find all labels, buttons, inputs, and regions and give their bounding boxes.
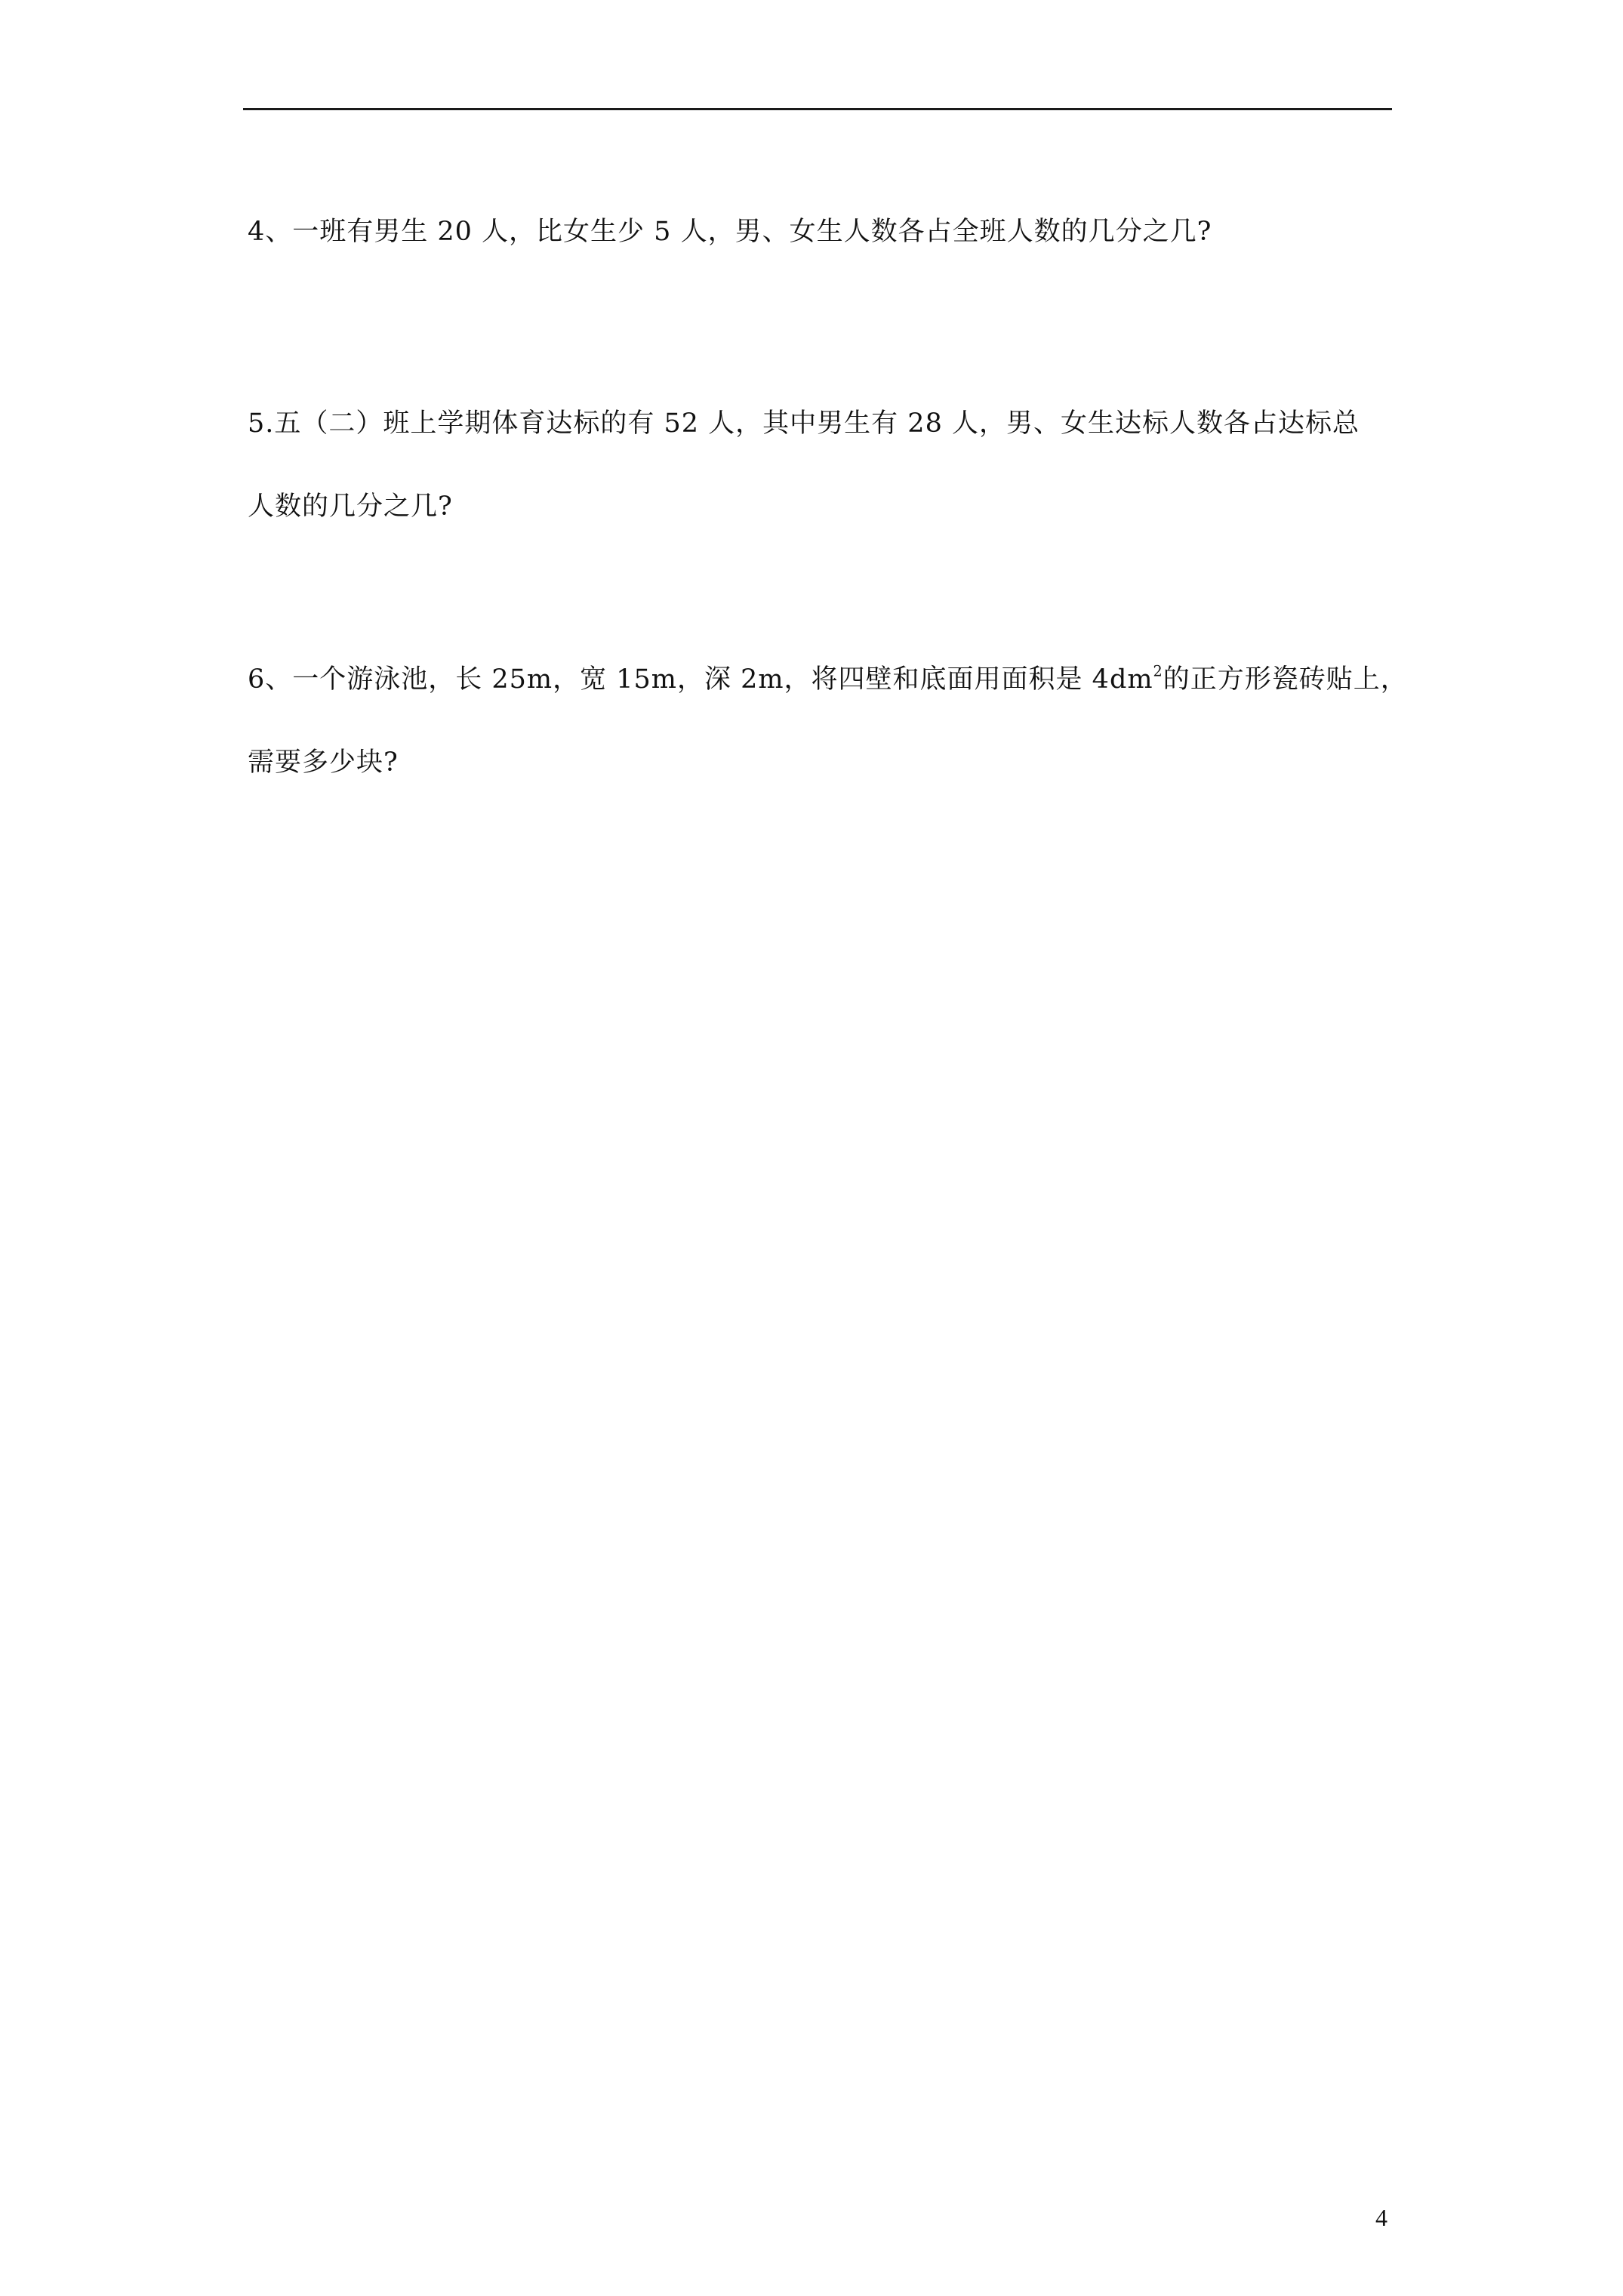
question-6 [248,638,1408,804]
header-rule [243,108,1392,110]
page-number: 4 [1375,2204,1387,2231]
question-6-line-1-text: 6、一个游泳池，长 25m，宽 15m，深 2m，将四壁和底面用面积是 4dm [248,664,1153,695]
question-5 [248,382,1391,548]
question-6-line-2: 需要多少块? [248,747,399,778]
unit-exponent: 2 [1153,662,1163,680]
question-6-line-1 [248,638,1408,721]
question-5-line-2: 人数的几分之几? [248,492,453,522]
question-4-line-1: 4、一班有男生 20 人，比女生少 5 人，男、女生人数各占全班人数的几分之几? [248,217,1212,247]
question-4 [248,190,1391,273]
question-5-line-1: 5.五（二）班上学期体育达标的有 52 人，其中男生有 28 人，男、女生达标人数各占达标总 [248,408,1360,439]
question-6-line-1-tail: 的正方形瓷砖贴上， [1163,664,1408,695]
